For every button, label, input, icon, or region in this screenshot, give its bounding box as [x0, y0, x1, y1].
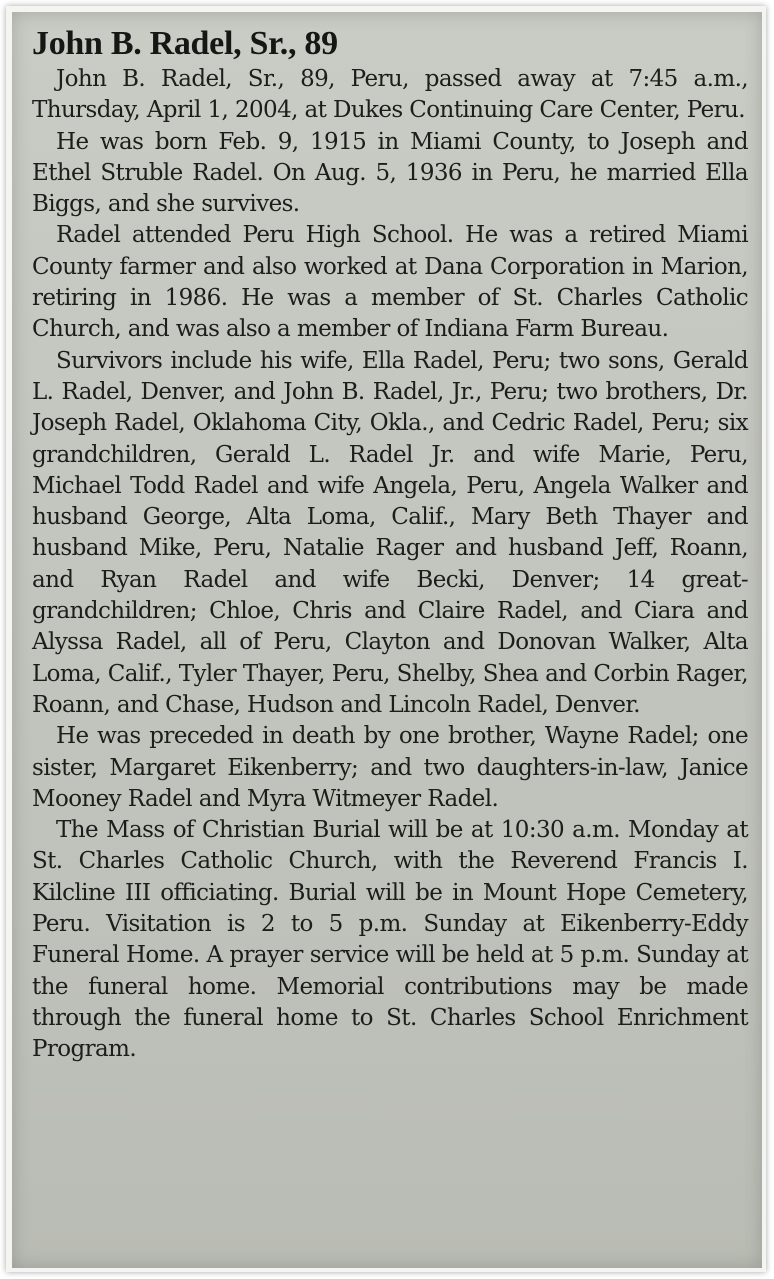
paragraph-services: The Mass of Christian Burial will be at 10:30 a.m. Monday at St. Charles Catholic Church, with the Reverend Francis I. Kilcline III officiating. Burial will be in Mount Hope Cemetery, Peru. Visitation is 2 to 5 p.m. Sunday at Eikenberry-Eddy Funeral Home. A prayer service will be held at 5 p.m. Sunday at the funeral home. Memorial contributions may be made through the funeral home to St. Charles School Enrichment Program. — [32, 817, 748, 1063]
paragraph-preceded-in-death: He was preceded in death by one brother, Wayne Radel; one sister, Margaret Eikenberry; and two daughters-in-law, Janice Mooney Radel and Myra Witmeyer Radel. — [32, 723, 748, 812]
obituary-article — [32, 26, 748, 1066]
paragraph-career: Radel attended Peru High School. He was a retired Miami County farmer and also worked at Dana Corporation in Marion, retiring in 1986. He was a member of St. Charles Catholic Church, and was also a member of Indiana Farm Bureau. — [32, 222, 748, 343]
obituary-headline: John B. Radel, Sr., 89 — [32, 25, 338, 62]
paragraph-survivors: Survivors include his wife, Ella Radel, Peru; two sons, Gerald L. Radel, Denver, and John B. Radel, Jr., Peru; two brothers, Dr. Joseph Radel, Oklahoma City, Okla., and Cedric Radel, Peru; six grandchildren, Gerald L. Radel Jr. and wife Marie, Peru, Michael Todd Radel and wife Angela, Peru, Angela Walker and husband George, Alta Loma, Calif., Mary Beth Thayer and husband Mike, Peru, Natalie Rager and husband Jeff, Roann, and Ryan Radel and wife Becki, Denver; 14 great-grandchildren; Chloe, Chris and Claire Radel, and Ciara and Alyssa Radel, all of Peru, Clayton and Donovan Walker, Alta Loma, Calif., Tyler Thayer, Peru, Shelby, Shea and Corbin Rager, Roann, and Chase, Hudson and Lincoln Radel, Denver. — [32, 347, 748, 718]
paragraph-death-notice: John B. Radel, Sr., 89, Peru, passed away at 7:45 a.m., Thursday, April 1, 2004, at Dukes Continuing Care Center, Peru. — [32, 66, 748, 124]
paragraph-birth-marriage: He was born Feb. 9, 1915 in Miami County, to Joseph and Ethel Struble Radel. On Aug. 5, 1936 in Peru, he married Ella Biggs, and she survives. — [32, 128, 748, 218]
newspaper-clipping — [12, 12, 762, 1268]
